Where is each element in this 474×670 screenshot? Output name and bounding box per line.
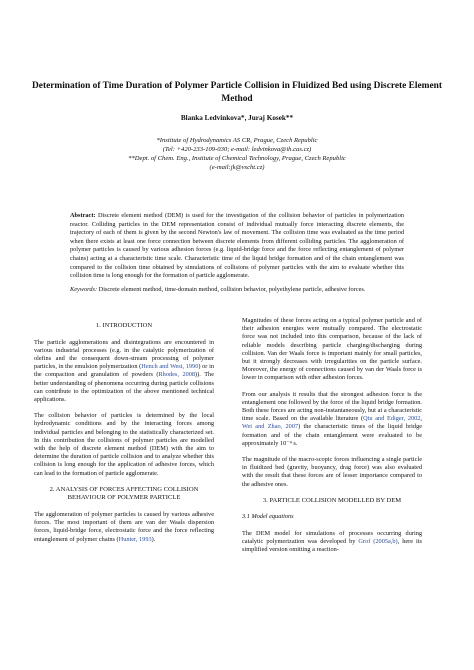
affiliation-line: (e-mail:jk@vscht.cz)	[209, 164, 265, 171]
paper-title: Determination of Time Duration of Polymer Particle Collision in Fluidized Bed using Discrete Element Method	[32, 81, 442, 104]
abstract	[70, 212, 404, 281]
affiliation-line: *Institute of Hydrodynamics AS CR, Prague, Czech Republic	[156, 137, 318, 144]
citation-link[interactable]: Grof (2005a,b)	[358, 537, 398, 545]
intro-paragraph: The particle agglomerations and disintegrations are encountered in various industrial processes (e.g. in the catalytic polymerization of olefins and the consequent down-stream processing of polymer particles, in the emulsion polymerization (Hench and West, 1990) or in the compaction and granulation of powders (Rhodes, 2008)). The better understanding of phenomena occurring during particle collisions can contribute to the optimization of the above mentioned technical applications.	[34, 338, 214, 404]
dem-paragraph: The DEM model for simulations of processes occurring during catalytic polymerization was developed by Grof (2005a,b), here its simplified version omitting a reaction-	[242, 529, 422, 554]
affiliations	[40, 136, 434, 172]
affiliation-line: (Tel: +420-233-109-030; e-mail: ledvinkova@ih.cas.cz)	[162, 146, 312, 153]
citation-link[interactable]: Rhodes, 2008	[158, 371, 196, 379]
right-column	[242, 317, 422, 562]
citation-link[interactable]: Wei and Zhao, 2007	[242, 423, 299, 431]
citation-link[interactable]: Hunter, 1993	[118, 535, 152, 543]
author-list: Blanka Ledvinkova*, Juraj Kosek**	[180, 114, 294, 122]
analysis-paragraph: From our analysis it results that the strongest adhesion force is the entanglement one followed by the force of the liquid bridge formation. Both these forces are acting non-instantaneously, but at a characteristic time scale. Based on the available literature (Qiu and Ediger, 2002, Wei and Zhao, 2007) the characteristic times of the liquid bridge formation and of the chain entanglement were evaluated to be approximately 10⁻⁴ s.	[242, 390, 423, 447]
analysis-paragraph: Magnitudes of these forces acting on a typical polymer particle and of their adhesion energies were mutually compared. The electrostatic force was not included into this comparison, because of the lack of reliable models describing particle charging/discharging during collision. Van der Waals force is important mainly for small particles, but it strongly decreases with irregularities on the particle surface. Moreover, the energy of connections caused by van der Waals force is lower in comparison with other adhesion forces.	[242, 317, 422, 382]
section-heading-analysis: 2. ANALYSIS OF FORCES AFFECTING COLLISION BEHAVIOUR OF POLYMER PARTICLE	[49, 485, 199, 502]
citation-link[interactable]: Hench and West, 1990	[141, 363, 199, 371]
intro-paragraph: The collision behavior of particles is determined by the local hydrodynamic conditions and by the interacting forces among individual particles and belonging to the statistically characterized set. In this contribution the collisions of polymer particles are modelled with the help of discrete element method (DEM) with the aim to determine the duration of particle collision and to analyze whether this collision is long enough for the application of adhesive forces, which can lead to the formation of particle agglomerate.	[34, 412, 214, 477]
keywords-label: Keywords:	[70, 286, 98, 293]
subsection-heading-model-equations: 3.1 Model equations	[242, 513, 294, 521]
section-heading-dem: 3. PARTICLE COLLISION MODELLED BY DEM	[262, 496, 402, 504]
analysis-paragraph: The magnitude of the macro-scopic forces influencing a single particle in fluidized bed (gravity, buoyancy, drag force) was also evaluated with the result that these forces are of lesser importance compared to the adhesive ones.	[242, 456, 422, 488]
keywords	[70, 286, 404, 295]
abstract-text: Discrete element method (DEM) is used for the investigation of the collision behavior of particles in polymerization reactor. Colliding particles in the DEM representation consist of individual mutually force interacting discrete elements, the trajectory of each of them is given by the second Newton's law of movement. The collision time was evaluated as the time period when there exists at least one force connection between discrete elements from different colliding particles. The agglomeration of polymer particles is caused by various adhesion forces (e.g. liquid-bridge force and the force reflecting entanglement of polymer chains) acting at a characteristic time scale. Characteristic time of the liquid bridge formation and of the chain entanglement was compared to the collision time obtained by simulations of collisions of polymer particles with the aim to evaluate whether this collision time is long enough for the formation of particle agglomerate.	[70, 212, 405, 280]
section-heading-introduction: 1. INTRODUCTION	[95, 322, 153, 329]
abstract-label: Abstract:	[70, 212, 96, 219]
citation-link[interactable]: Qiu and Ediger, 2002	[363, 415, 421, 423]
keywords-text: Discrete element method, time-domain method, collision behavior, polyethylene particle, adhesive forces.	[98, 286, 366, 293]
affiliation-line: **Dept. of Chem. Eng., Institute of Chemical Technology, Prague, Czech Republic	[128, 155, 346, 162]
left-column	[34, 322, 214, 552]
analysis-paragraph: The agglomeration of polymer particles is caused by various adhesive forces. The most important of them are van der Waals dispersion forces, liquid-bridge force, electrostatic force and the force reflecting entanglement of polymer chains (Hunter, 1993).	[34, 511, 214, 543]
